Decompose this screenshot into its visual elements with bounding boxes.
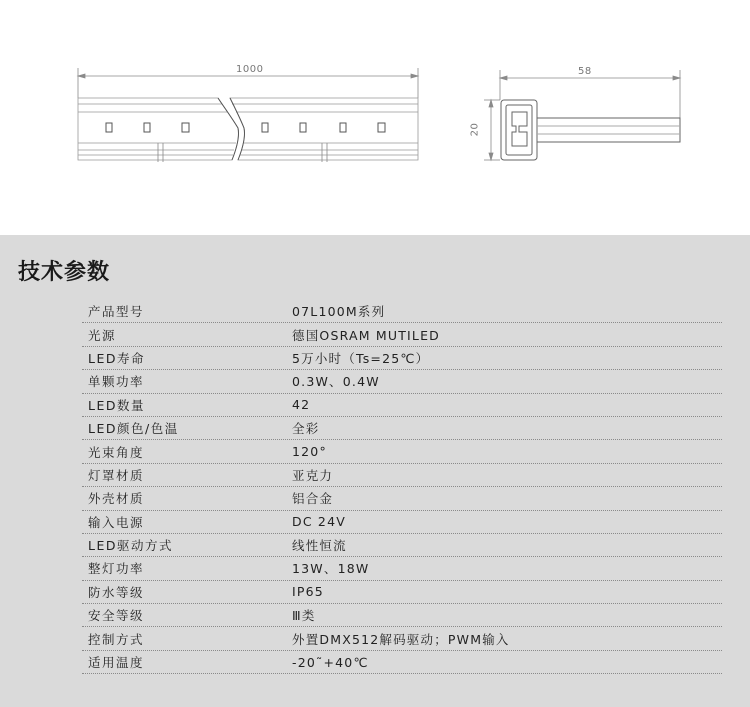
spec-label: 灯罩材质 <box>88 467 145 483</box>
spec-label: 光源 <box>88 327 117 343</box>
spec-row <box>82 627 722 650</box>
spec-label: 外壳材质 <box>88 491 145 507</box>
spec-label: 整灯功率 <box>88 561 145 577</box>
specs-title: 技术参数 <box>18 259 111 285</box>
height-dimension <box>484 100 500 160</box>
spec-value: 全彩 <box>292 421 320 437</box>
spec-value: Ⅲ类 <box>292 608 316 624</box>
spec-label: 控制方式 <box>88 631 145 647</box>
spec-value: 07L100M系列 <box>292 304 386 320</box>
drawing-lines <box>0 0 750 235</box>
spec-value: IP65 <box>292 584 324 600</box>
spec-row <box>82 557 722 580</box>
spec-value: 亚克力 <box>292 467 334 483</box>
spec-label: 安全等级 <box>88 608 145 624</box>
spec-label: 光束角度 <box>88 444 145 460</box>
bar-profile <box>78 98 418 160</box>
spec-row <box>82 347 722 370</box>
spec-value: 外置DMX512解码驱动；PWM输入 <box>292 631 510 647</box>
spec-row <box>82 417 722 440</box>
spec-row <box>82 581 722 604</box>
spec-row <box>82 604 722 627</box>
spec-label: LED数量 <box>88 397 145 413</box>
spec-row <box>82 534 722 557</box>
height-label: 20 <box>469 122 481 137</box>
spec-label: 防水等级 <box>88 584 145 600</box>
spec-row <box>82 511 722 534</box>
spec-value: 0.3W、0.4W <box>292 374 380 390</box>
spec-value: 德国OSRAM MUTILED <box>292 327 441 343</box>
spec-label: 产品型号 <box>88 304 145 320</box>
spec-value: DC 24V <box>292 514 346 530</box>
cross-section <box>501 100 680 160</box>
spec-row <box>82 370 722 393</box>
spec-label: LED驱动方式 <box>88 538 173 554</box>
spec-value: 5万小时（Ts=25℃） <box>292 350 430 366</box>
spec-row <box>82 300 722 323</box>
spec-row <box>82 440 722 463</box>
spec-value: 铝合金 <box>292 491 334 507</box>
spec-row <box>82 651 722 674</box>
spec-value: -20˜+40℃ <box>292 654 369 670</box>
spec-value: 13W、18W <box>292 561 370 577</box>
width-label: 58 <box>578 66 592 77</box>
specs-panel <box>0 235 750 707</box>
spec-value: 120° <box>292 444 327 460</box>
spec-label: 输入电源 <box>88 514 145 530</box>
spec-row <box>82 394 722 417</box>
spec-value: 42 <box>292 397 311 413</box>
spec-label: LED寿命 <box>88 350 145 366</box>
spec-label: 适用温度 <box>88 655 145 671</box>
spec-label: 单颗功率 <box>88 374 145 390</box>
spec-row <box>82 323 722 346</box>
technical-drawing <box>0 0 750 235</box>
spec-row <box>82 487 722 510</box>
spec-label: LED颜色/色温 <box>88 421 179 437</box>
length-label: 1000 <box>236 64 264 75</box>
spec-value: 线性恒流 <box>292 538 347 554</box>
spec-row <box>82 464 722 487</box>
specs-table <box>82 300 722 674</box>
